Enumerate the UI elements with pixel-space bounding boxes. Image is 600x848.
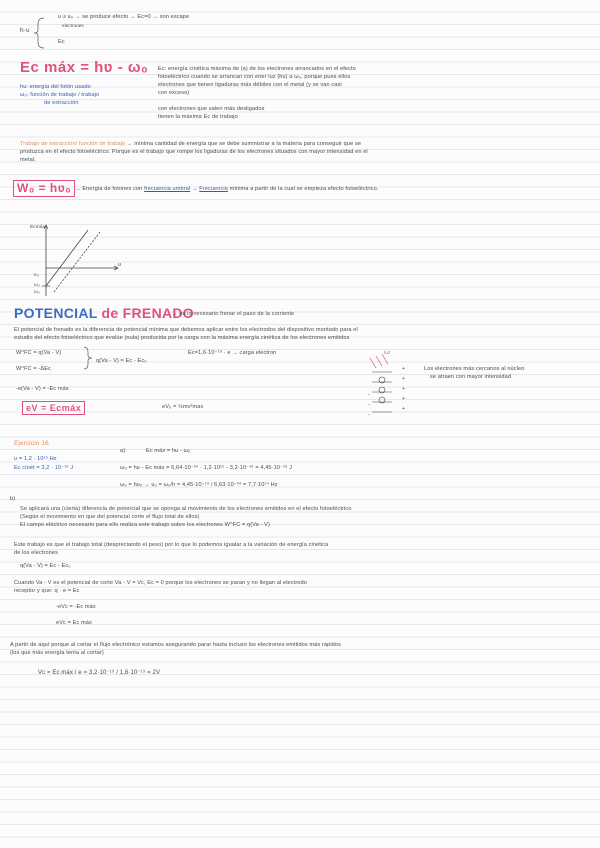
graph-tick-w0: ω₀: [34, 283, 40, 288]
branch-1-note: electrones: [62, 23, 84, 28]
svg-text:-: -: [368, 402, 370, 408]
frenado-eq-6: eV = Ecmáx: [22, 401, 85, 415]
part-a-3: ω₀ = hʋ₀ → ʋ₀ = ω₀/h = 4,45·10⁻¹⁹ / 6,63·10⁻³⁴ = 7,7·10¹⁴ Hz: [120, 482, 278, 488]
part-a-2: ω₀ = hʋ - Ec máx = 6,64·10⁻³⁴ · 1,2·10¹⁵ - 3,2·10⁻¹⁹ = 4,45·10⁻¹⁹ J: [120, 465, 293, 471]
part-e-1: A partir de aquí porque al cortar el flujo electrónico estamos asegurando parar hasta incluso los electrones emitidos más rápidos: [10, 642, 341, 648]
part-c-3: q(Va - V) = Ec - Ec₀: [20, 563, 71, 569]
part-d-4: eVc = Ec máx: [56, 620, 92, 626]
branch-1: ʋ ≥ ʋ₀ → se produce efecto → Ec=0 → son escape: [58, 14, 190, 20]
graph-tick-wn: ω₀: [34, 290, 40, 295]
part-b-1: Se aplicará una (cierta) diferencia de potencial que se oponga al movimiento de los electrones emitidos en el efecto fotoeléctrico: [20, 506, 352, 512]
part-b-label: b): [10, 496, 16, 502]
frenado-line-2: estudio del efecto fotoeléctrico que evalúe (nula) producida por la carga con la máxima energía cinética de los electrones emitidos: [14, 335, 350, 341]
work-line-2: produzca en él efecto fotoeléctrico. Porque es el trabajo que rompe los ligaduras de los electrones situados con mayor intensidad en el: [20, 149, 368, 155]
svg-text:+: +: [402, 406, 405, 412]
work-heading: Trabajo de extracción/ función de trabajo: [20, 141, 126, 147]
frenado-eq-7: eV₀ = ½mv²max: [162, 404, 204, 410]
hv-label: h·ʋ: [20, 27, 30, 34]
frenado-eq-3: q(Va - V) = Ec - Ec₀: [96, 358, 147, 364]
frenado-subtitle: → es lo necesario frenar el paso de la corriente: [172, 311, 295, 317]
graph-y-label: Ecmáx: [30, 225, 46, 230]
part-b-3: El campo eléctrico necesario para ello realiza este trabajo sobre los electrones W^FC = q(Va - V): [20, 522, 270, 528]
frenado-diagram: [362, 350, 422, 420]
w0-desc-suffix: mínima a partir de la cual se empieza efecto fotoeléctrico.: [229, 186, 379, 192]
part-a-label: a): [120, 448, 126, 454]
w0-definition: ω₀: función de trabajo / trabajo: [20, 92, 100, 98]
exercise-heading: Ejercicio 16: [14, 440, 49, 447]
ecmax-formula: Ec máx = hʋ - ω₀: [20, 59, 149, 76]
ec-vs-freq-graph: [28, 222, 138, 302]
frenado-title-b: de FRENADO: [101, 305, 194, 321]
ecmax-desc-4: con exceso): [158, 90, 190, 96]
svg-text:+: +: [402, 396, 405, 402]
hv-definition: hʋ: energía del fotón usado: [20, 84, 91, 90]
ecmax-desc-3: electrones que tienen ligaduras más débiles con el metal (y se van casi: [158, 82, 342, 88]
part-e-2: (los que más energía tenía al cortar): [10, 650, 104, 656]
ecmax-desc-2: fotoeléctrico cuando se arrancan con ener luz (hʋ) a ω₀, porque pues ellos: [158, 74, 351, 80]
graph-line-2: [54, 232, 100, 292]
frenado-eq-1: W^FC = q(Va - V): [16, 350, 62, 356]
part-c-1: Este trabajo es que el trabajo total (despreciando el peso) por lo que lo podemos igualar a la variación de energía cinética: [14, 542, 329, 548]
frenado-eq-4: Ec=1,6·10⁻¹⁹ · e → carga electron: [188, 350, 277, 356]
part-d-3: -eVc = -Ec máx: [56, 604, 96, 610]
w0-definition-2: de extracción: [44, 100, 79, 106]
freq-umbral-label: frecuencia umbral: [144, 186, 191, 192]
ecmax-desc-1: Ec: energía cinética máxima de (a) de los electrones arrancados en el efecto: [158, 66, 356, 72]
graph-x-label: ʋ: [118, 262, 122, 268]
diagram-luz-label: luz: [384, 351, 391, 356]
exercise-given-1: ʋ = 1,2 · 10¹⁵ Hz: [14, 456, 57, 462]
part-a-1: Ec máx = hʋ - ω₀: [146, 448, 191, 454]
umbral-label: Frecuencia: [199, 186, 228, 192]
frenado-side-1: Los electrones más cercanos al núcleo: [424, 366, 525, 372]
part-d-1: Cuando Va - V es el potencial de corte Va - V = Vc, Ec = 0 porque los electrones se paran y no llegan al electrodo: [14, 580, 307, 586]
frenado-eq-5: -e(Va - V) = -Ec máx: [16, 386, 69, 392]
frenado-line-1: El potencial de frenado es la diferencia de potencial mínima que debemos aplicar entre los electrodos del dispositivo montado para el: [14, 327, 358, 333]
frenado-side-2: se atraen con mayor intensidad: [430, 374, 512, 380]
w0-desc-mid: →: [191, 186, 198, 192]
ecmax-desc-5: con electrones que salen más desligados: [158, 106, 265, 112]
frenado-title-a: POTENCIAL: [14, 305, 98, 321]
part-e-3: Vc = Ec máx / e = 3,2·10⁻¹⁹ / 1,6·10⁻¹⁹ = 2V: [38, 670, 161, 676]
frenado-eq-2: W^FC = -ΔEc: [16, 366, 51, 372]
svg-text:+: +: [402, 376, 405, 382]
svg-text:-: -: [368, 412, 370, 418]
part-b-2: (Según el movimiento en que del potencial corte el flujo total de ellos): [20, 514, 200, 520]
part-d-2: receptor y que: q · e = Ec: [14, 588, 80, 594]
svg-text:+: +: [402, 386, 405, 392]
graph-tick-v0: ʋ₀: [34, 273, 39, 278]
frenado-brace: [82, 346, 94, 370]
graph-line-1: [46, 230, 88, 286]
svg-text:-: -: [368, 392, 370, 398]
w0-formula: W₀ = hʋ₀: [13, 180, 75, 197]
ecmax-desc-6: tienen la máxima Ec de trabajo: [158, 114, 238, 120]
work-line-3: metal.: [20, 157, 36, 163]
exercise-given-2: Ec cinét = 3,2 · 10⁻¹⁹ J: [14, 465, 74, 471]
work-line-1: → mínima cantidad de energía que se debe suministrar a la materia para conseguir que se: [126, 141, 362, 147]
branch-2: Ec: [58, 39, 65, 45]
svg-text:+: +: [402, 366, 405, 372]
part-c-2: de los electrones: [14, 550, 58, 556]
w0-desc-prefix: → Energía de fotones con: [75, 186, 143, 192]
